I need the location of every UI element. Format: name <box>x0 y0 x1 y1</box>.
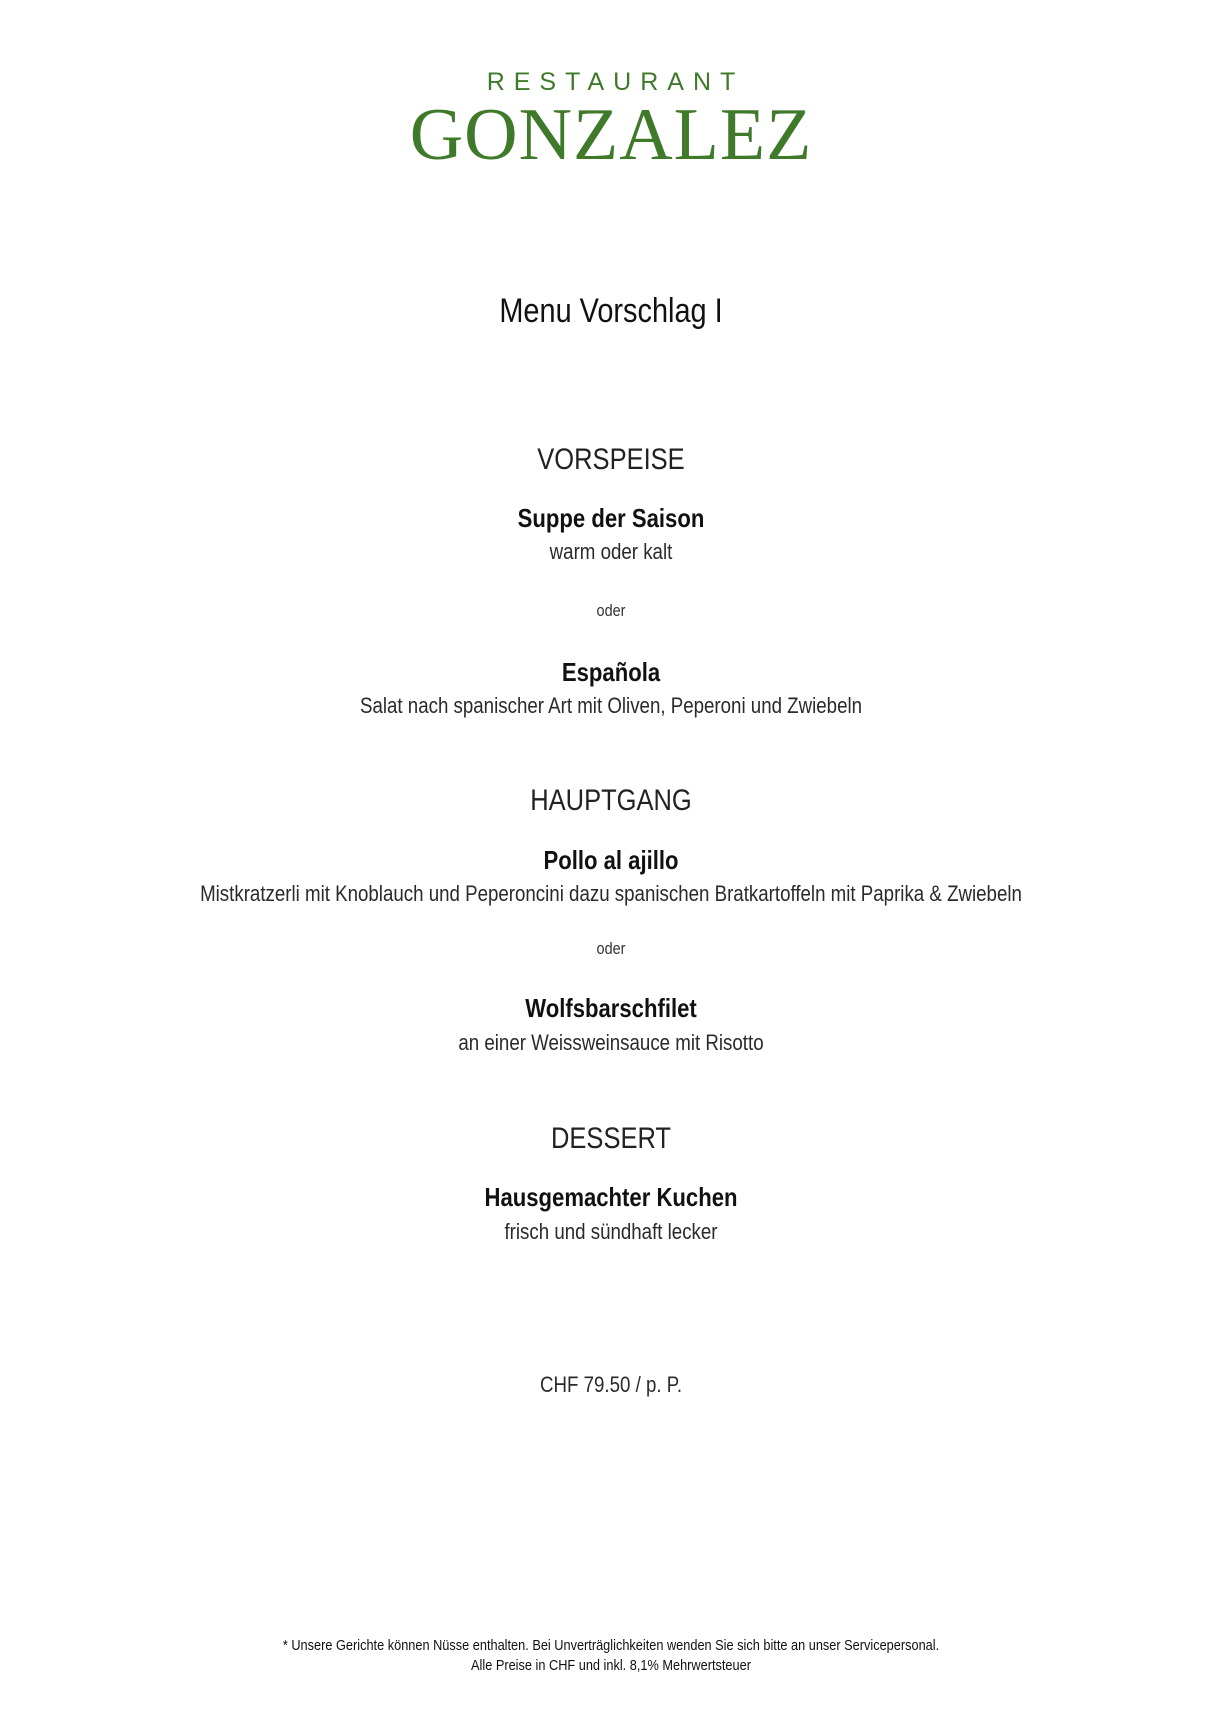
menu-title: Menu Vorschlag I <box>499 292 723 330</box>
dish-name: Pollo al ajillo <box>543 845 679 875</box>
dish-separator: oder <box>596 939 626 958</box>
dish-name: Hausgemachter Kuchen <box>484 1182 738 1212</box>
section-heading-vorspeise: VORSPEISE <box>537 443 685 476</box>
footer-allergy-note: * Unsere Gerichte können Nüsse enthalten. Bei Unverträglichkeiten wenden Sie sich bitte an unser Servicepersonal. <box>282 1637 940 1654</box>
footer-price-note: Alle Preise in CHF und inkl. 8,1% Mehrwertsteuer <box>471 1657 751 1674</box>
dish-description: Salat nach spanischer Art mit Oliven, Peperoni und Zwiebeln <box>359 693 863 718</box>
dish-separator: oder <box>596 601 626 620</box>
dish-description: Mistkratzerli mit Knoblauch und Peperoncini dazu spanischen Bratkartoffeln mit Paprika & Zwiebeln <box>200 881 1022 906</box>
logo-restaurant-name: GONZALEZ <box>409 94 813 176</box>
dish-name: Suppe der Saison <box>517 503 705 533</box>
dish-description: warm oder kalt <box>549 539 673 564</box>
menu-price: CHF 79.50 / p. P. <box>539 1372 683 1397</box>
dish-name: Española <box>561 657 661 687</box>
section-heading-dessert: DESSERT <box>551 1122 671 1155</box>
section-heading-hauptgang: HAUPTGANG <box>530 784 692 817</box>
logo-restaurant-label: RESTAURANT <box>486 68 745 96</box>
dish-description: frisch und sündhaft lecker <box>504 1219 718 1244</box>
dish-name: Wolfsbarschfilet <box>525 993 697 1023</box>
dish-description: an einer Weissweinsauce mit Risotto <box>458 1030 764 1055</box>
